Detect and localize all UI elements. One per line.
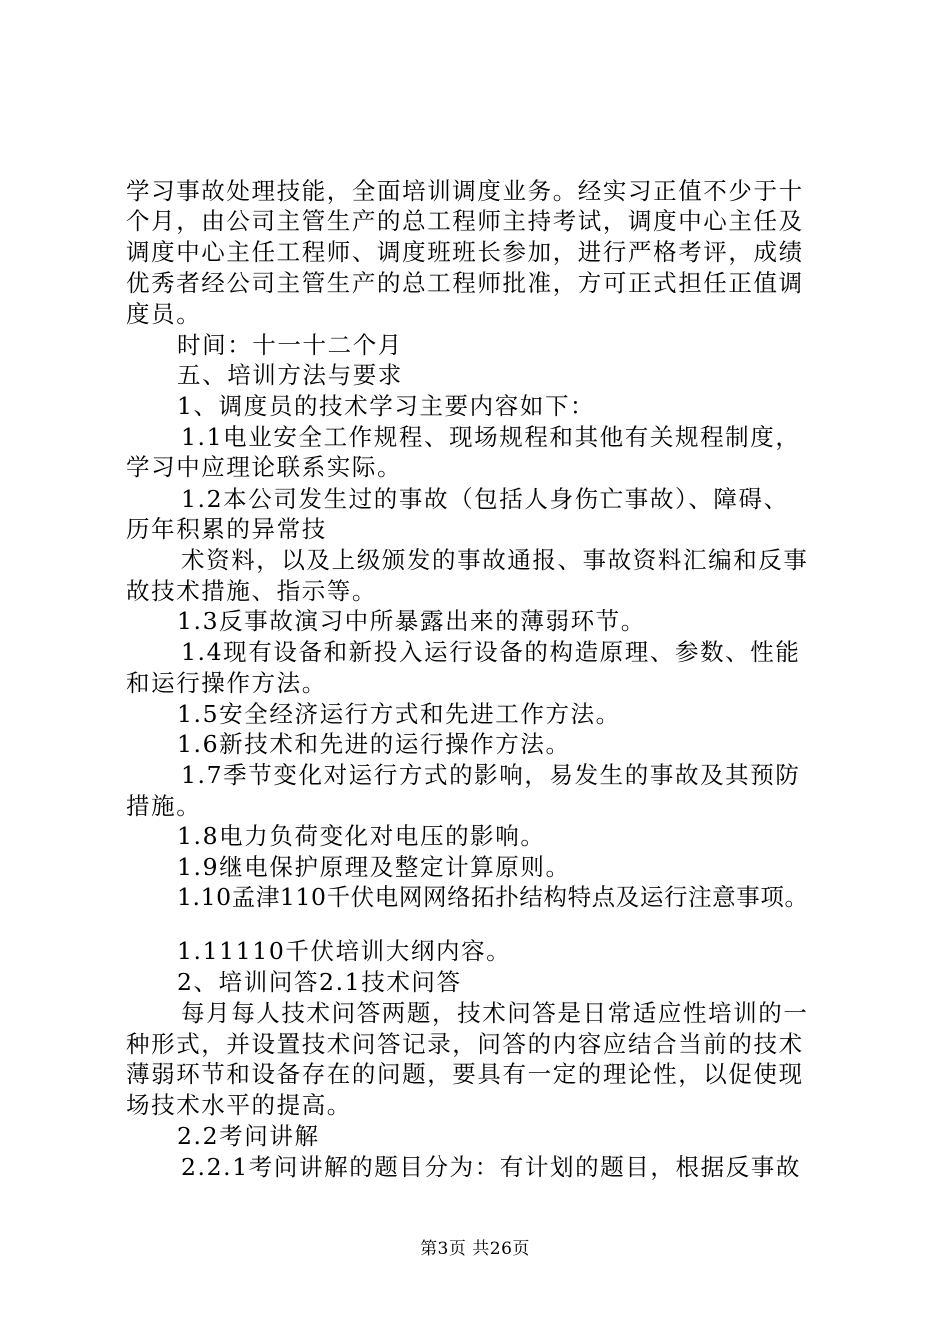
body-line: 个月，由公司主管生产的总工程师主持考试，调度中心主任及 [126, 207, 804, 235]
page-number-footer: 第3页 共26页 [420, 1239, 530, 1259]
body-line: 1.11110千伏培训大纲内容。 [177, 937, 512, 965]
body-line: 1.6新技术和先进的运行操作方法。 [177, 730, 571, 758]
body-line: 1.10孟津110千伏电网网络拓扑结构特点及运行注意事项。 [177, 883, 809, 911]
body-line: 学习事故处理技能，全面培训调度业务。经实习正值不少于十 [126, 177, 804, 205]
body-line: 场技术水平的提高。 [126, 1091, 352, 1119]
body-line: 1.2本公司发生过的事故（包括人身伤亡事故）、障碍、 [181, 485, 789, 513]
body-line: 术资料，以及上级颁发的事故通报、事故资料汇编和反事 [181, 546, 809, 574]
body-line: 薄弱环节和设备存在的问题，要具有一定的理论性，以促使现 [126, 1060, 804, 1088]
body-line: 历年积累的异常技 [126, 515, 327, 543]
body-line: 调度中心主任工程师、调度班班长参加，进行严格考评，成绩 [126, 238, 804, 266]
body-line: 和运行操作方法。 [126, 669, 327, 697]
section-heading: 2.2考问讲解 [177, 1122, 320, 1150]
body-line: 1.9继电保护原理及整定计算原则。 [177, 853, 571, 881]
body-line: 优秀者经公司主管生产的总工程师批准，方可正式担任正值调 [126, 269, 804, 297]
body-line: 每月每人技术问答两题，技术问答是日常适应性培训的一 [181, 999, 809, 1027]
body-line: 1.5安全经济运行方式和先进工作方法。 [177, 700, 621, 728]
body-line: 1.4现有设备和新投入运行设备的构造原理、参数、性能 [181, 638, 801, 666]
body-line: 度员。 [126, 300, 202, 328]
body-line: 1.7季节变化对运行方式的影响，易发生的事故及其预防 [181, 761, 801, 789]
body-line: 2.2.1考问讲解的题目分为：有计划的题目，根据反事故 [181, 1153, 801, 1181]
body-line: 1.3反事故演习中所暴露出来的薄弱环节。 [177, 607, 646, 635]
body-line: 时间：十一十二个月 [177, 331, 403, 359]
body-line: 2、培训问答2.1技术问答 [177, 968, 462, 996]
body-line: 1.8电力负荷变化对电压的影响。 [177, 822, 546, 850]
body-line: 学习中应理论联系实际。 [126, 453, 403, 481]
body-line: 1.1电业安全工作规程、现场规程和其他有关规程制度， [181, 423, 801, 451]
body-line: 故技术措施、指示等。 [126, 577, 377, 605]
section-heading: 五、培训方法与要求 [177, 361, 403, 389]
body-line: 措施。 [126, 792, 202, 820]
body-line: 1、调度员的技术学习主要内容如下： [177, 392, 596, 420]
body-line: 种形式，并设置技术问答记录，问答的内容应结合当前的技术 [126, 1030, 804, 1058]
